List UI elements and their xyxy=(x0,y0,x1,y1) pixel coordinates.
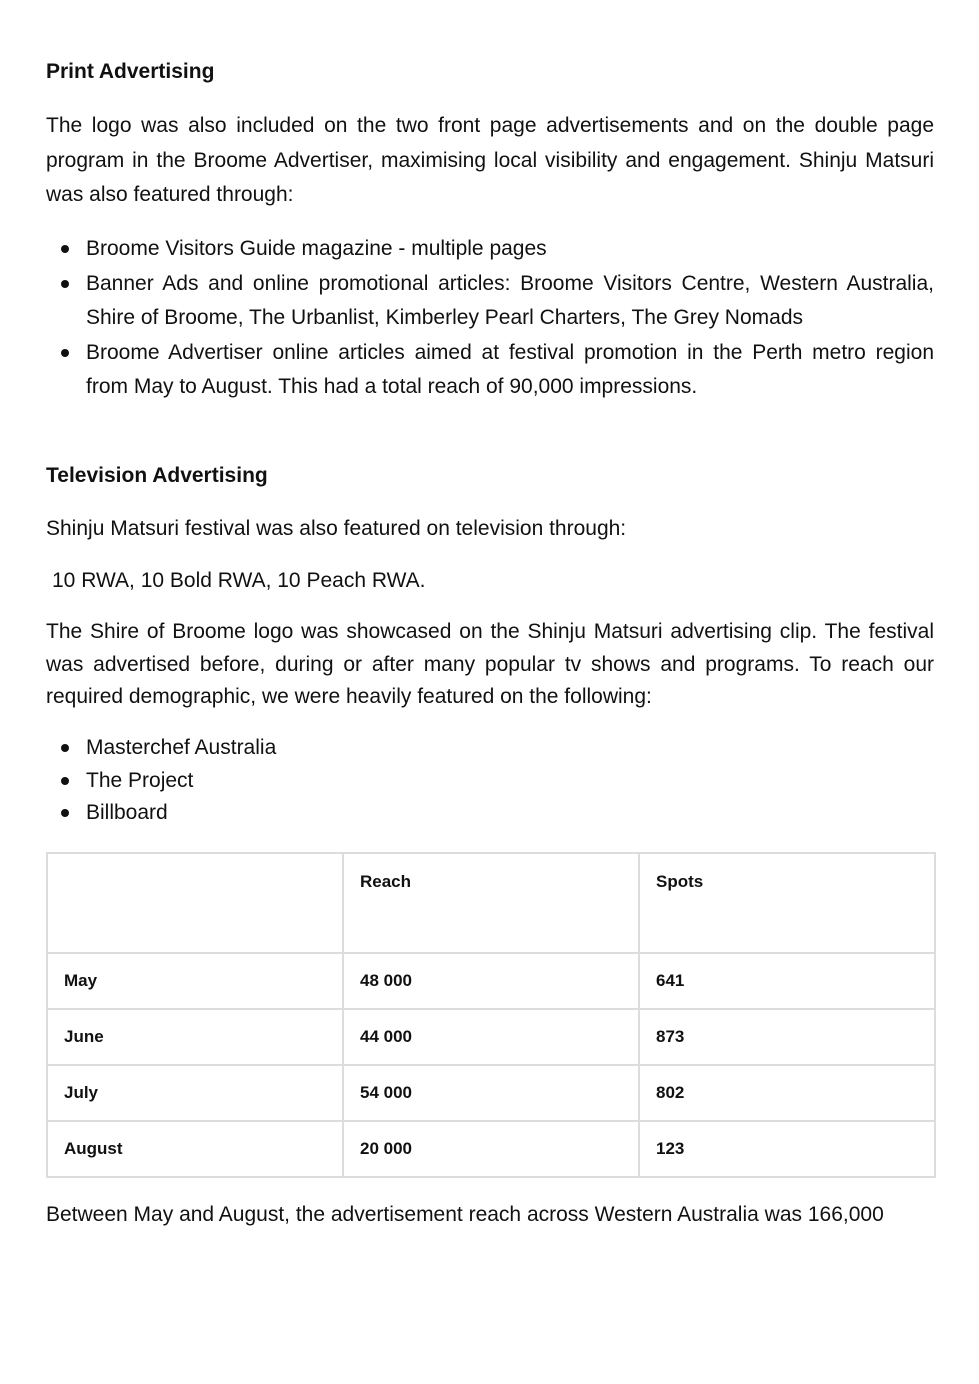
table-cell: 54 000 xyxy=(343,1065,639,1121)
table-cell: July xyxy=(47,1065,343,1121)
print-advertising-heading: Print Advertising xyxy=(46,60,215,83)
list-item xyxy=(46,765,934,798)
television-advertising-heading: Television Advertising xyxy=(46,464,268,487)
list-item-text: The Project xyxy=(86,768,194,792)
bullet-icon xyxy=(61,777,69,785)
bullet-icon xyxy=(61,744,69,752)
bullet-icon xyxy=(61,349,69,357)
list-item-text: Masterchef Australia xyxy=(86,736,277,759)
list-item xyxy=(46,732,934,765)
tv-shows-list xyxy=(46,732,934,830)
table-row xyxy=(47,953,935,1009)
table-header-cell: Spots xyxy=(639,853,935,953)
list-item-text: Broome Advertiser online articles aimed at festival promotion in the Perth metro region from May to August. This had a total reach of 90,000 impressions. xyxy=(86,340,934,398)
print-intro-paragraph: The logo was also included on the two front page advertisements and on the double page program in the Broome Advertiser, maximising local visibility and engagement. Shinju Matsuri was also featured through: xyxy=(46,114,934,206)
table-cell: 44 000 xyxy=(343,1009,639,1065)
table-cell: 802 xyxy=(639,1065,935,1121)
list-item xyxy=(46,797,934,830)
television-channels: 10 RWA, 10 Bold RWA, 10 Peach RWA. xyxy=(52,569,426,592)
list-item-text: Banner Ads and online promotional articles: Broome Visitors Centre, Western Australia, Shire of Broome, The Urbanlist, Kimberley Pearl Charters, The Grey Nomads xyxy=(86,271,934,329)
reach-spots-table xyxy=(46,852,936,1178)
table-cell: May xyxy=(47,953,343,1009)
table-header-cell xyxy=(47,853,343,953)
table-header-row xyxy=(47,853,935,953)
bullet-icon xyxy=(61,245,69,253)
bullet-icon xyxy=(61,280,69,288)
table-row xyxy=(47,1009,935,1065)
print-bullet-list xyxy=(46,232,934,405)
table-cell: June xyxy=(47,1009,343,1065)
list-item-text: Billboard xyxy=(86,801,168,824)
table-cell: 641 xyxy=(639,953,935,1009)
table-row xyxy=(47,1121,935,1177)
table-cell: 20 000 xyxy=(343,1121,639,1177)
bullet-icon xyxy=(61,809,69,817)
television-intro-paragraph: Shinju Matsuri festival was also featured on television through: xyxy=(46,517,627,540)
list-item xyxy=(46,336,934,405)
table-row xyxy=(47,1065,935,1121)
table-cell: 873 xyxy=(639,1009,935,1065)
table-header-cell: Reach xyxy=(343,853,639,953)
table-cell: 48 000 xyxy=(343,953,639,1009)
television-description-paragraph: The Shire of Broome logo was showcased on the Shinju Matsuri advertising clip. The festival was advertised before, during or after many popular tv shows and programs. To reach our required demographic, we were heavily featured on the following: xyxy=(46,620,934,708)
list-item-text: Broome Visitors Guide magazine - multiple pages xyxy=(86,237,547,260)
table-cell: August xyxy=(47,1121,343,1177)
list-item xyxy=(46,232,934,267)
table-cell: 123 xyxy=(639,1121,935,1177)
list-item xyxy=(46,267,934,336)
summary-paragraph: Between May and August, the advertisement reach across Western Australia was 166,000 xyxy=(46,1203,884,1226)
